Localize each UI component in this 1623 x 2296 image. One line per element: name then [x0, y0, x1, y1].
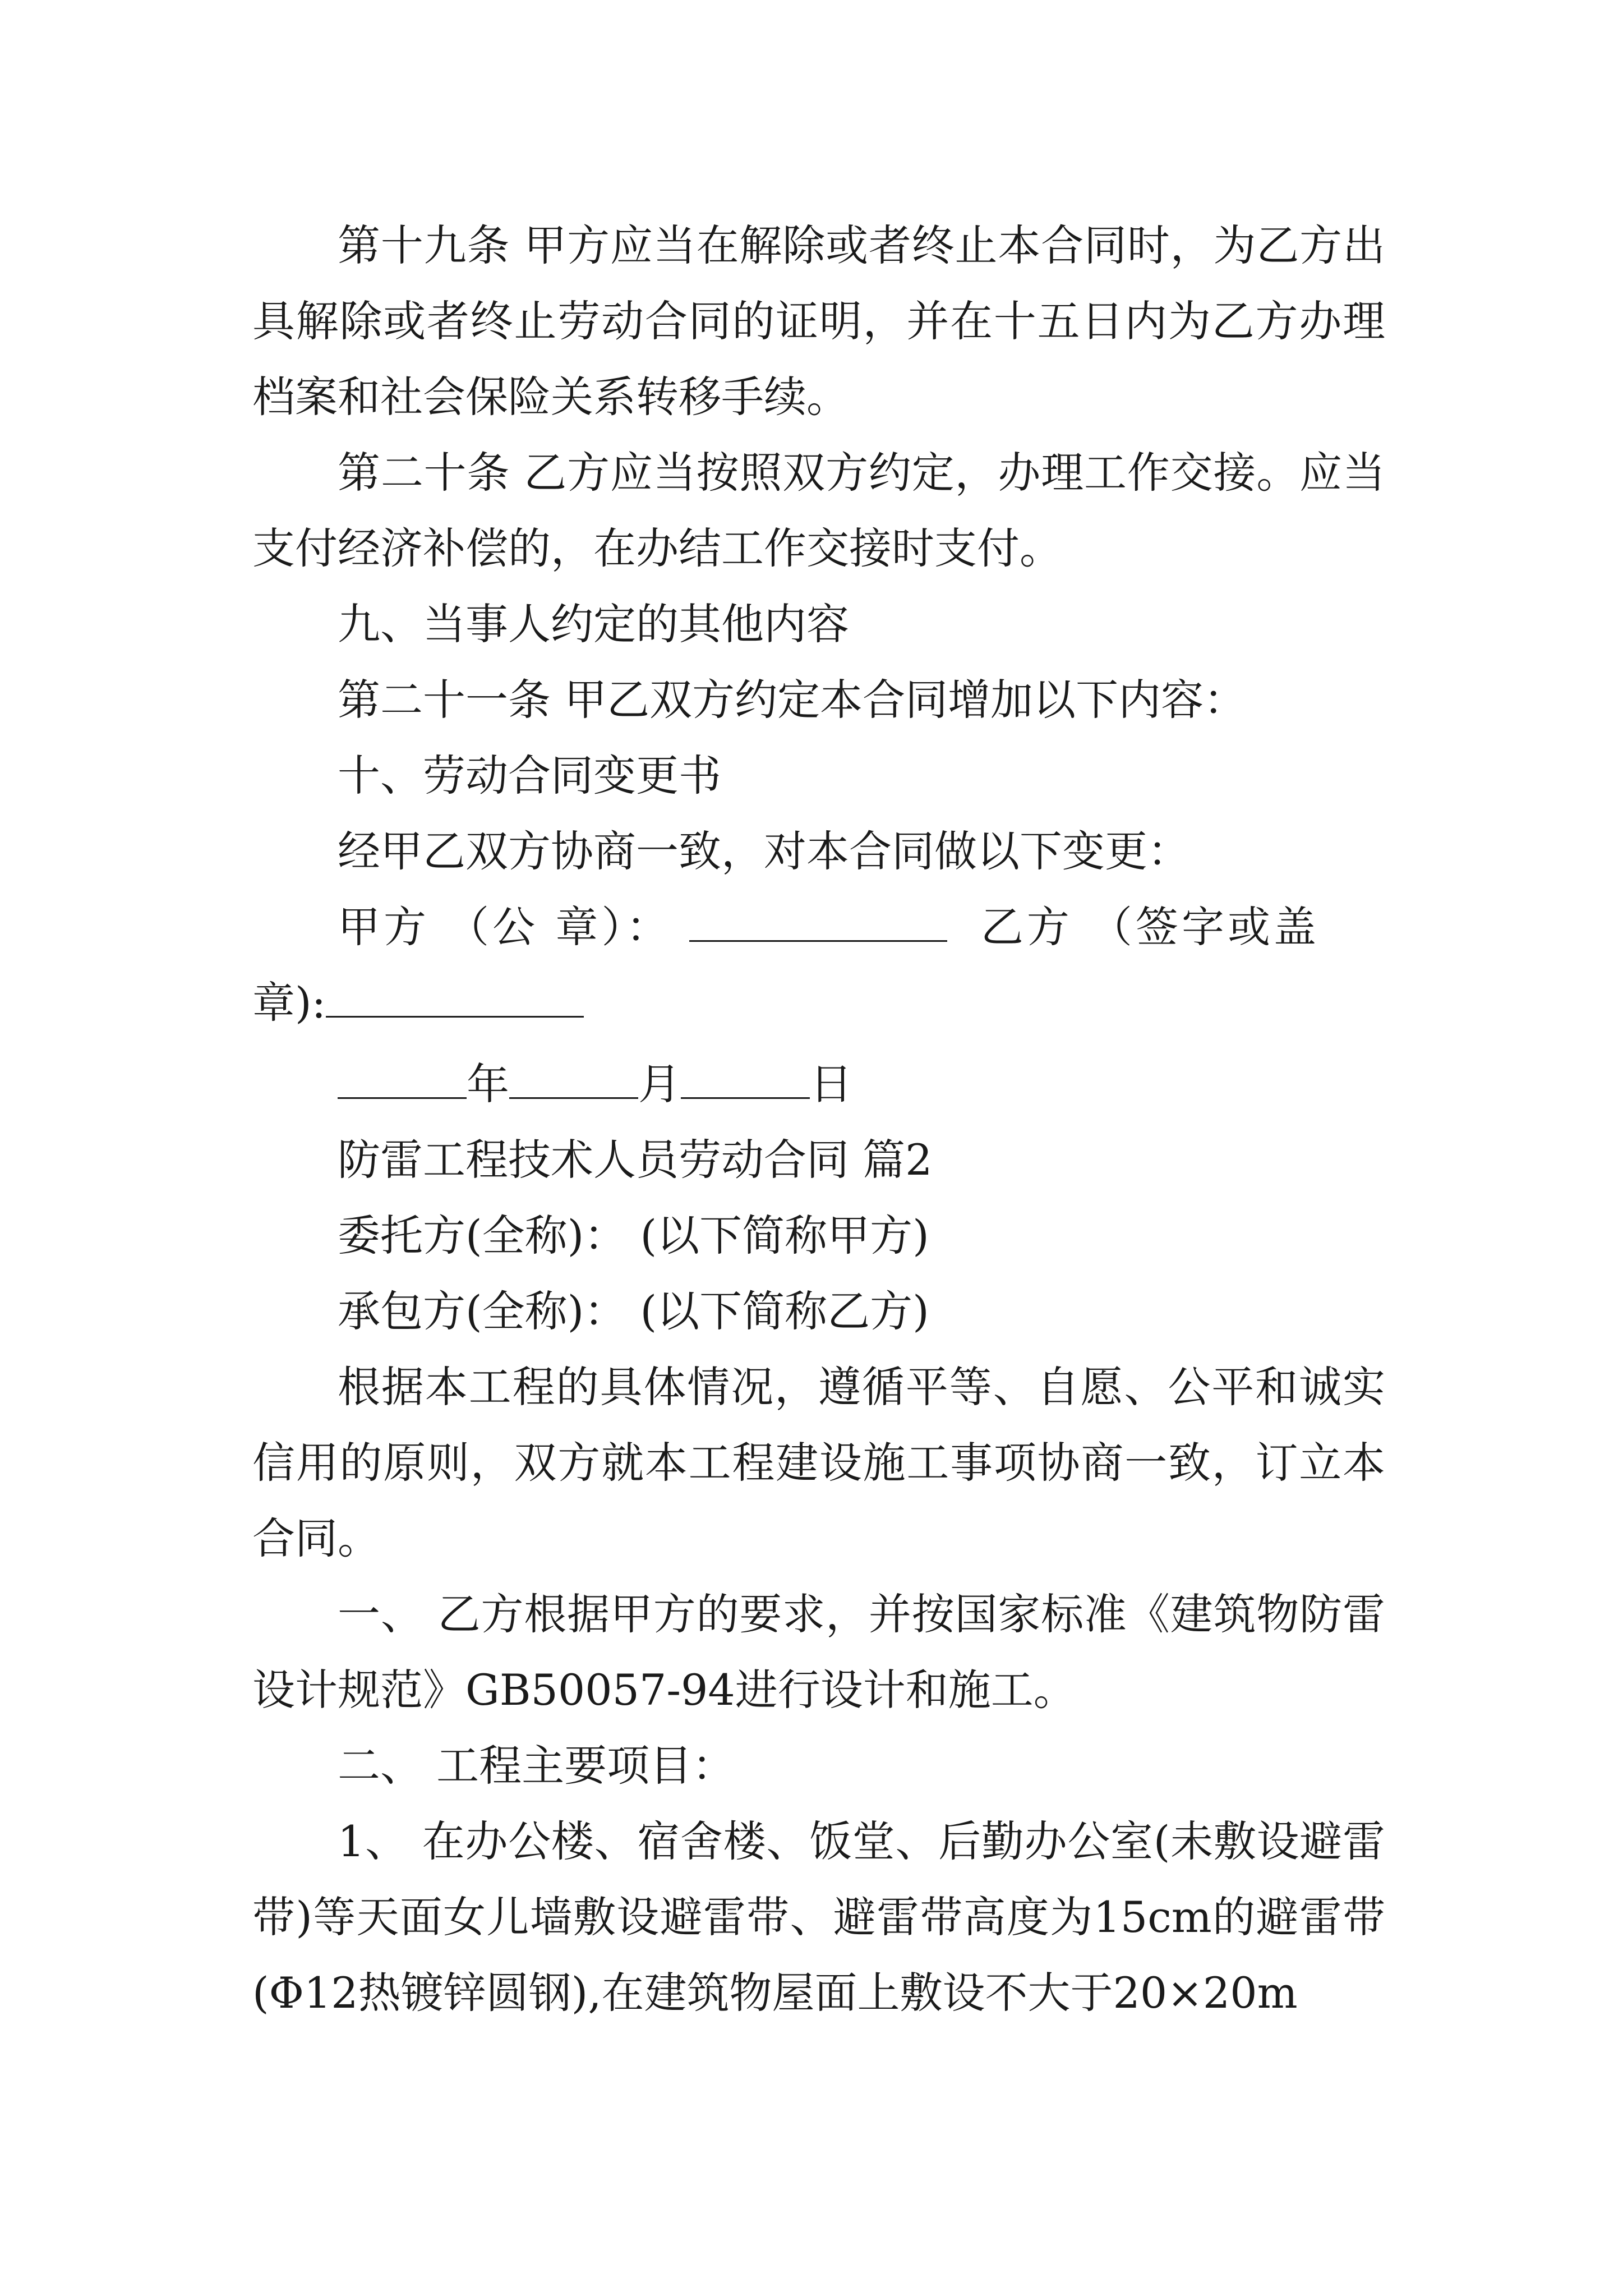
paragraph-contractor: 承包方(全称)： (以下简称乙方): [338, 1286, 929, 1336]
signature-party-a-label: 甲方 （公 章）：: [338, 902, 672, 952]
paragraph-item-two: 二、 工程主要项目：: [338, 1741, 735, 1791]
paragraph-sub-item-1: 1、 在办公楼、宿舍楼、饭堂、后勤办公室(未敷设避雷带)等天面女儿墙敷设避雷带、避雷带高度为15cm的避雷带(Φ12热镀锌圆钢),在建筑物屋面上敷设不大于20×20m: [252, 1816, 1385, 2018]
signature-row-continued: [252, 965, 1385, 1041]
section-heading-ten: 十、劳动合同变更书: [338, 751, 721, 800]
date-month-blank: [509, 1058, 638, 1099]
date-row: [252, 1046, 1385, 1122]
signature-party-a-blank: [689, 901, 947, 942]
paragraph-article-19: 第十九条 甲方应当在解除或者终止本合同时，为乙方出具解除或者终止劳动合同的证明，并在十五日内为乙方办理档案和社会保险关系转移手续。: [252, 220, 1385, 422]
signature-party-b-label-cont: 章):: [252, 978, 326, 1028]
signature-row: [252, 889, 1385, 965]
paragraph-client: 委托方(全称)： (以下简称甲方): [338, 1211, 929, 1260]
document-body: [252, 208, 1385, 2031]
paragraph-article-20: 第二十条 乙方应当按照双方约定，办理工作交接。应当支付经济补偿的，在办结工作交接时支付。: [252, 448, 1385, 573]
date-month-label: 月: [638, 1059, 681, 1109]
date-day-label: 日: [810, 1059, 852, 1109]
paragraph-article-21: 第二十一条 甲乙双方约定本合同增加以下内容：: [338, 675, 1247, 725]
date-year-label: 年: [467, 1059, 509, 1109]
contract-title-part-2: 防雷工程技术人员劳动合同 篇2: [338, 1135, 933, 1185]
paragraph-change-agreement: 经甲乙双方协商一致，对本合同做以下变更：: [338, 826, 1190, 876]
signature-party-b-blank: [326, 977, 584, 1018]
section-heading-nine: 九、当事人约定的其他内容: [338, 599, 849, 649]
paragraph-item-one: 一、 乙方根据甲方的要求，并按国家标准《建筑物防雷设计规范》GB50057-94进行设计和施工。: [252, 1589, 1385, 1715]
date-year-blank: [338, 1058, 467, 1099]
signature-party-b-label: 乙方 （签字或盖: [980, 902, 1320, 952]
paragraph-preamble: 根据本工程的具体情况，遵循平等、自愿、公平和诚实信用的原则，双方就本工程建设施工事项协商一致，订立本合同。: [252, 1362, 1385, 1563]
date-day-blank: [681, 1058, 810, 1099]
